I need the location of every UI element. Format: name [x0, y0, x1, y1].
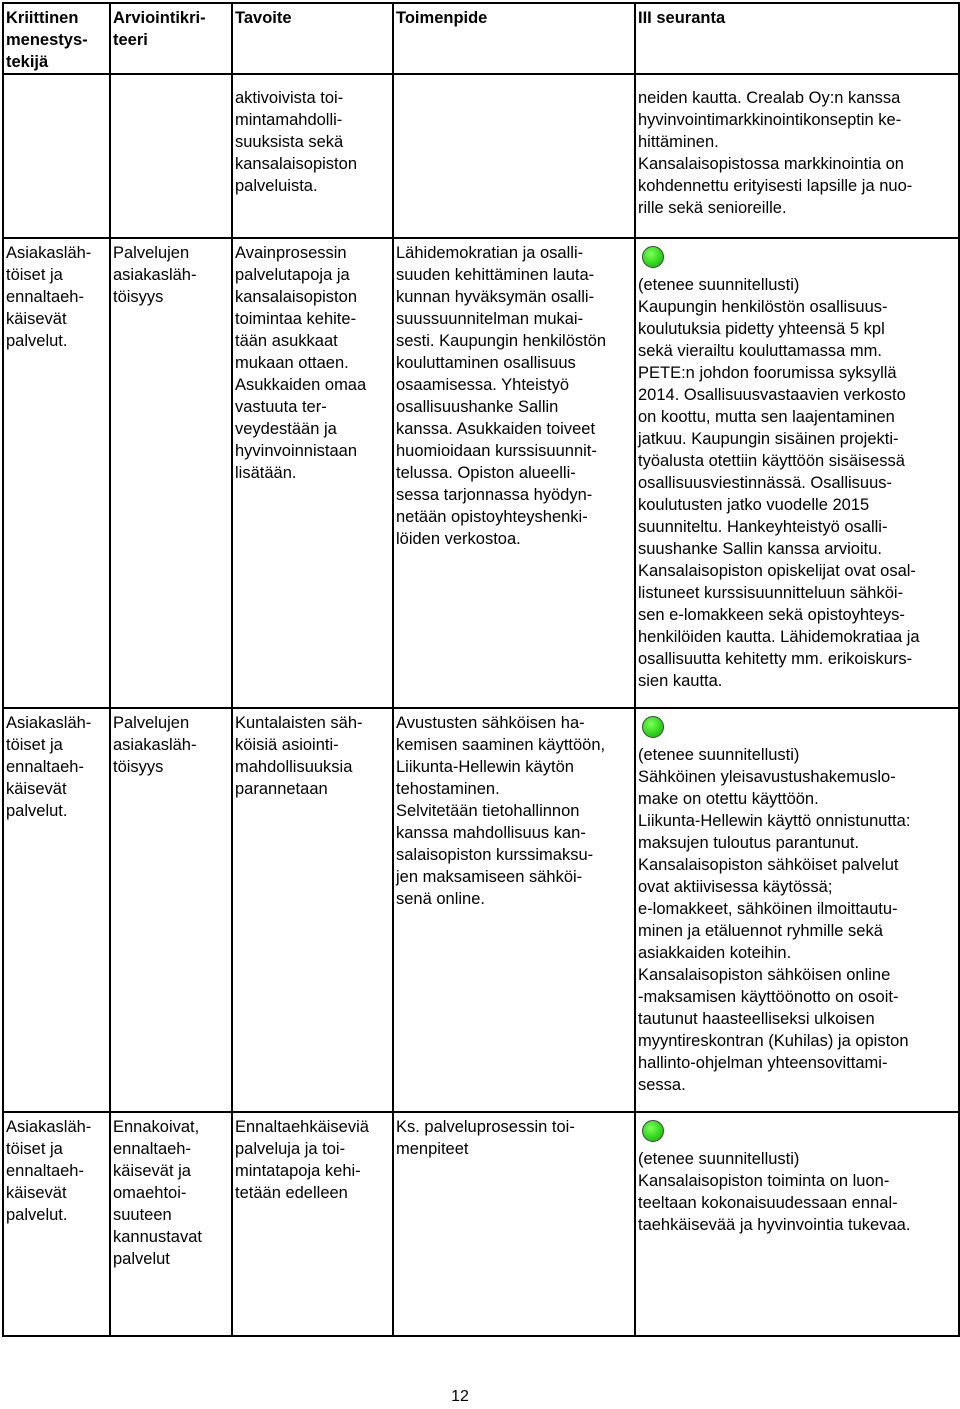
cell-goal: Avainprosessin palvelutapoja ja kansalaisopiston toimintaa kehite- tään asukkaat mukaan ottaen. Asukkaiden omaa vastuuta ter- veydestään ja hyvinvoinnistaan lisätään.	[232, 238, 393, 708]
cell-factor: Asiakasläh- töiset ja ennaltaeh- käisevät palvelut.	[3, 1112, 110, 1336]
cell-goal: Kuntalaisten säh- köisiä asiointi- mahdollisuuksia parannetaan	[232, 708, 393, 1112]
cell-followup	[635, 238, 959, 708]
table-row	[3, 1112, 959, 1336]
cell-action: Lähidemokratian ja osalli- suuden kehittäminen lauta- kunnan hyväksymän osalli- suussuunnitelman mukai- sesti. Kaupungin henkilöstön kouluttaminen osallisuus osaamisessa. Yhteistyö osallisuushanke Sallin kanssa. Asukkaiden toiveet huomioidaan kurssisuunnit- telussa. Opiston alueelli- sessa tarjonnassa hyödyn- netään opistoyhteyshenki- löiden verkostoa.	[393, 238, 635, 708]
cell-factor	[3, 74, 110, 238]
header-evaluation-criterion: Arviointikri- teeri	[110, 3, 232, 74]
cell-action: Avustusten sähköisen ha- kemisen saaminen käyttöön, Liikunta-Hellewin käytön tehostaminen. Selvitetään tietohallinnon kanssa mahdollisuus kan- salaisopiston kurssimaksu- jen maksamiseen sähköi- senä online.	[393, 708, 635, 1112]
page-number: 12	[451, 1388, 469, 1405]
header-goal: Tavoite	[232, 3, 393, 74]
cell-followup	[635, 1112, 959, 1336]
cell-followup	[635, 708, 959, 1112]
table-row	[3, 238, 959, 708]
cell-criterion	[110, 74, 232, 238]
cell-criterion: Ennakoivat, ennaltaeh- käisevät ja omaehtoi- suuteen kannustavat palvelut	[110, 1112, 232, 1336]
cell-criterion: Palvelujen asiakasläh- töisyys	[110, 238, 232, 708]
monitoring-table	[2, 2, 960, 1337]
header-action: Toimenpide	[393, 3, 635, 74]
followup-text: (etenee suunnitellusti) Sähköinen yleisavustushakemuslo- make on otettu käyttöön. Liikunta-Hellewin käyttö onnistunutta: maksujen tuloutus parantunut. Kansalaisopiston sähköiset palvelut ovat aktiivisessa käytössä; e-lomakkeet, sähköinen ilmoittautu- minen ja etäluennot ryhmille sekä asiakkaiden koteihin. Kansalaisopiston sähköisen online -maksamisen käyttöönotto on osoit- tautunut haasteelliseksi ulkoisen myyntireskontran (Kuhilas) ja opiston hallinto-ohjelman yhteensovittami- sessa.	[638, 746, 911, 1094]
cell-goal: Ennaltaehkäiseviä palveluja ja toi- mintatapoja kehi- tetään edelleen	[232, 1112, 393, 1336]
header-followup: III seuranta	[635, 3, 959, 74]
green-status-light-icon	[642, 1120, 664, 1142]
cell-action: Ks. palveluprosessin toi- menpiteet	[393, 1112, 635, 1336]
cell-factor: Asiakasläh- töiset ja ennaltaeh- käisevät palvelut.	[3, 238, 110, 708]
cell-goal: aktivoivista toi- mintamahdolli- suuksista sekä kansalaisopiston palveluista.	[232, 74, 393, 238]
followup-text: (etenee suunnitellusti) Kaupungin henkilöstön osallisuus- koulutuksia pidetty yhteensä 5 kpl sekä vierailtu kouluttamassa mm. PETE:n johdon foorumissa syksyllä 2014. Osallisuusvastaavien verkosto on koottu, mutta sen laajentaminen jatkuu. Kaupungin sisäinen projekti- työalusta otettiin käyttöön sisäisessä osallisuusviestinnässä. Osallisuus- koulutusten jatko vuodelle 2015 suunniteltu. Hankeyhteistyö osalli- suushanke Sallin kanssa arvioitu. Kansalaisopiston opiskelijat ovat osal- listuneet kurssisuunnitteluun sähköi- sen e-lomakkeen sekä opistoyhteys- henkilöiden kautta. Lähidemokratiaa ja osallisuutta kehitetty mm. erikoiskurs- sien kautta.	[638, 276, 920, 690]
header-critical-success-factor: Kriittinen menestys- tekijä	[3, 3, 110, 74]
cell-action	[393, 74, 635, 238]
table-row	[3, 708, 959, 1112]
green-status-light-icon	[642, 716, 664, 738]
table-header-row	[3, 3, 959, 74]
table-row-continuation	[3, 74, 959, 238]
cell-factor: Asiakasläh- töiset ja ennaltaeh- käisevät palvelut.	[3, 708, 110, 1112]
followup-text: (etenee suunnitellusti) Kansalaisopiston toiminta on luon- teeltaan kokonaisuudessaan ennal- taehkäisevää ja hyvinvointia tukevaa.	[638, 1150, 911, 1234]
green-status-light-icon	[642, 246, 664, 268]
cell-followup: neiden kautta. Crealab Oy:n kanssa hyvinvointimarkkinointikonseptin ke- hittäminen. Kansalaisopistossa markkinointia on kohdennettu erityisesti lapsille ja nuo- rille sekä senioreille.	[635, 74, 959, 238]
cell-criterion: Palvelujen asiakasläh- töisyys	[110, 708, 232, 1112]
